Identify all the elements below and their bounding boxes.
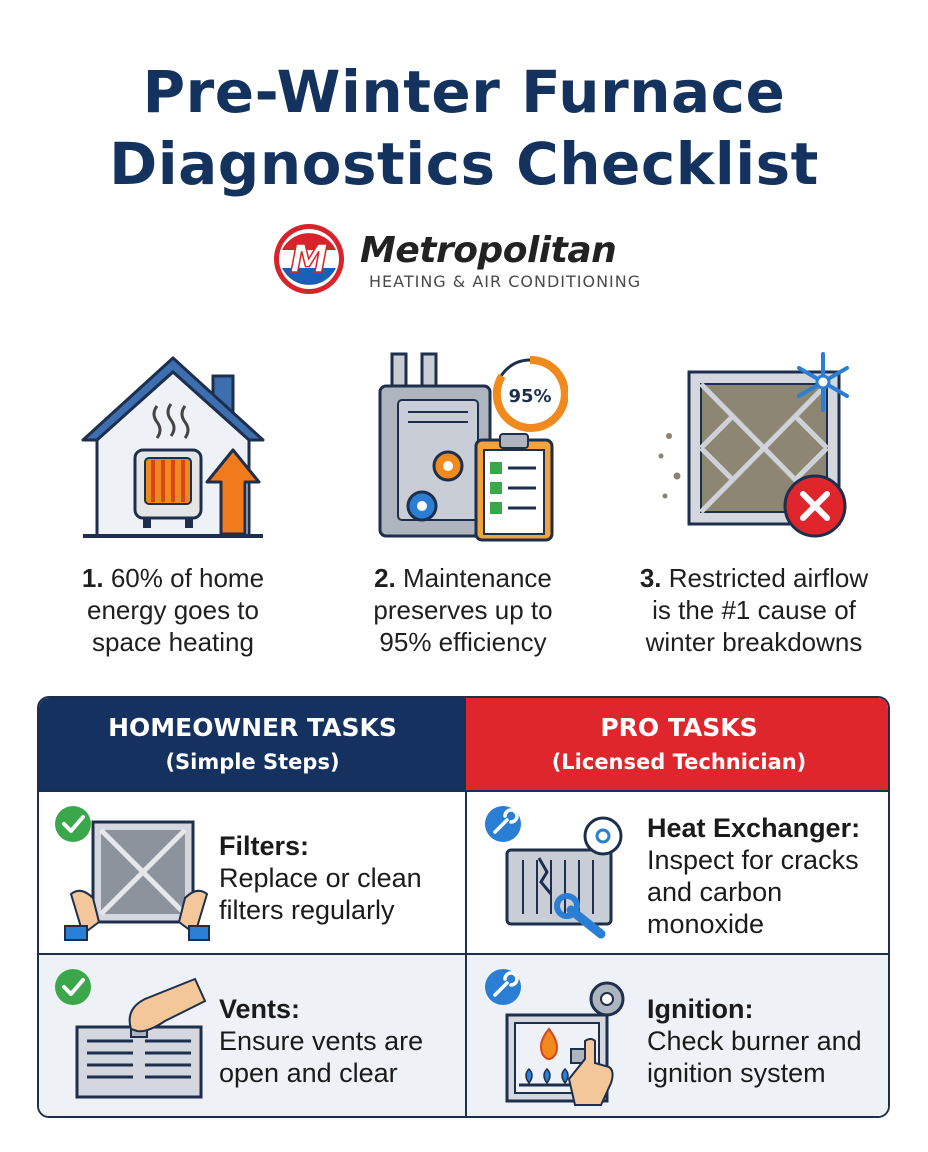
task-vents xyxy=(39,955,465,1118)
task-filters-text: Filters: Replace or clean filters regularly xyxy=(219,831,422,925)
svg-text:M: M xyxy=(290,237,328,281)
company-logo xyxy=(272,222,672,298)
pro-tasks-header: PRO TASKS (Licensed Technician) xyxy=(466,698,890,792)
logo-name: Metropolitan xyxy=(360,230,617,271)
svg-text:95%: 95% xyxy=(508,386,552,407)
furnace-checklist-icon xyxy=(358,346,568,546)
column-divider xyxy=(465,792,467,1118)
stats-row xyxy=(0,340,928,670)
task-vents-text: Vents: Ensure vents are open and clear xyxy=(219,994,424,1088)
task-ignition-text: Ignition: Check burner and ignition system xyxy=(647,994,862,1088)
page-title xyxy=(0,56,928,200)
burner-ignition-icon xyxy=(479,965,639,1110)
heat-exchanger-icon xyxy=(479,802,639,947)
dirty-filter-icon xyxy=(649,346,859,546)
stat-3 xyxy=(604,340,904,670)
stat-2-text: 2. Maintenance preserves up to 95% efficiency xyxy=(373,563,553,657)
stat-2 xyxy=(313,340,613,670)
task-heat-exchanger xyxy=(467,792,890,955)
task-ignition xyxy=(467,955,890,1118)
logo-badge-icon xyxy=(272,222,346,296)
logo-subtitle: HEATING & AIR CONDITIONING xyxy=(369,272,642,291)
homeowner-tasks-header: HOMEOWNER TASKS (Simple Steps) xyxy=(39,698,466,792)
title-line-1: Pre-Winter Furnace xyxy=(142,58,786,126)
stat-1 xyxy=(23,340,323,670)
row-divider xyxy=(39,953,890,955)
house-heater-icon xyxy=(73,346,273,546)
task-filters xyxy=(39,792,465,955)
stat-1-text: 1. 60% of home energy goes to space heating xyxy=(81,563,265,657)
tasks-table xyxy=(37,696,890,1118)
filter-hands-icon xyxy=(51,802,211,947)
title-line-2: Diagnostics Checklist xyxy=(109,130,819,198)
task-heat-exchanger-text: Heat Exchanger: Inspect for cracks and carbon monoxide xyxy=(647,813,861,939)
vent-hand-icon xyxy=(51,965,211,1110)
stat-3-text: 3. Restricted airflow is the #1 cause of winter breakdowns xyxy=(639,563,869,657)
